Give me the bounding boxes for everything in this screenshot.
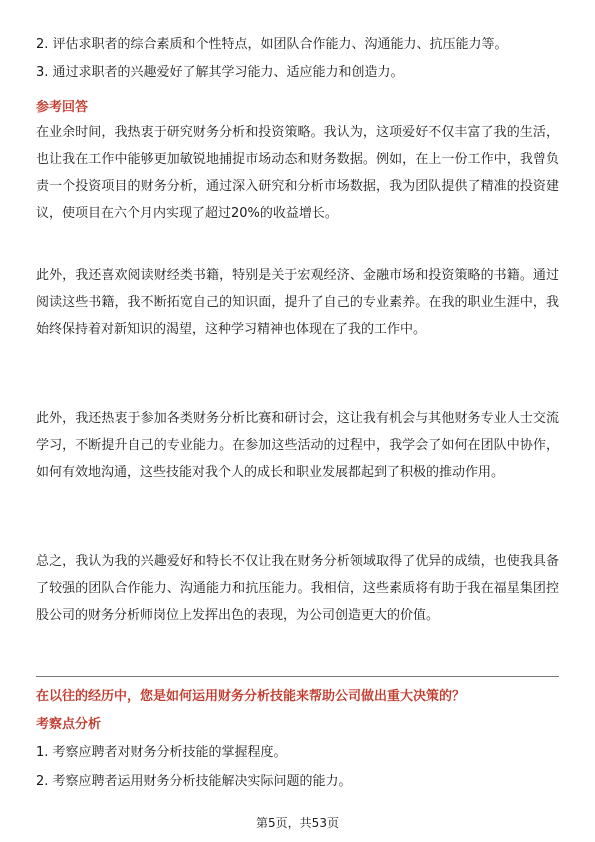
- evaluation-point-2: 2. 评估求职者的综合素质和个性特点，如团队合作能力、沟通能力、抗压能力等。: [36, 37, 508, 52]
- page-number: 第5页，共53页: [256, 816, 339, 830]
- question-heading: 在以往的经历中，您是如何运用财务分析技能来帮助公司做出重大决策的？: [36, 689, 466, 704]
- answer-paragraph-3: 此外，我还热衷于参加各类财务分析比赛和研讨会，这让我有机会与其他财务专业人士交流学习，不断提升自己的专业能力。在参加这些活动的过程中，我学会了如何在团队中协作，如何有效地沟通，这些技能对我个人的成长和职业发展都起到了积极的推动作用。: [36, 411, 559, 480]
- analysis-point-1: 1. 考察应聘者对财务分析技能的掌握程度。: [36, 745, 287, 760]
- evaluation-point-3: 3. 通过求职者的兴趣爱好了解其学习能力、适应能力和创造力。: [36, 65, 404, 80]
- answer-paragraph-1: 在业余时间，我热衷于研究财务分析和投资策略。我认为，这项爱好不仅丰富了我的生活，也让我在工作中能够更加敏锐地捕捉市场动态和财务数据。例如，在上一份工作中，我曾负责一个投资项目的财务分析，通过深入研究和分析市场数据，我为团队提供了精准的投资建议，使项目在六个月内实现了超过20%的收益增长。: [36, 125, 559, 221]
- analysis-heading: 考察点分析: [36, 717, 102, 732]
- analysis-point-2: 2. 考察应聘者运用财务分析技能解决实际问题的能力。: [36, 774, 352, 789]
- reference-answer-heading: 参考回答: [36, 100, 89, 115]
- answer-paragraph-4: 总之，我认为我的兴趣爱好和特长不仅让我在财务分析领域取得了优异的成绩，也使我具备了较强的团队合作能力、沟通能力和抗压能力。我相信，这些素质将有助于我在福星集团控股公司的财务分析师岗位上发挥出色的表现，为公司创造更大的价值。: [36, 554, 559, 623]
- answer-paragraph-2: 此外，我还喜欢阅读财经类书籍，特别是关于宏观经济、金融市场和投资策略的书籍。通过阅读这些书籍，我不断拓宽自己的知识面，提升了自己的专业素养。在我的职业生涯中，我始终保持着对新知识的渴望，这种学习精神也体现在了我的工作中。: [36, 268, 559, 337]
- section-divider: [36, 676, 559, 677]
